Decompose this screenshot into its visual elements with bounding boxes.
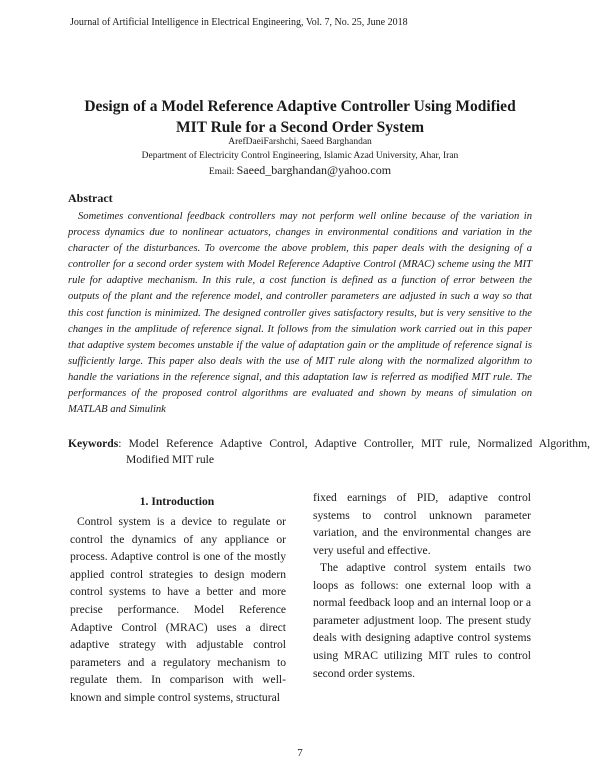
- page-number: 7: [297, 747, 303, 759]
- introduction-paragraph-right-2: The adaptive control system entails two loops as follows: one external loop with a normal feedback loop and an internal loop or a parameter adjustment loop. The present study deals with designing adaptive control systems using MRAC utilizing MIT rules to control second order systems.: [313, 561, 531, 680]
- email-address[interactable]: Saeed_barghandan@yahoo.com: [236, 163, 392, 177]
- email-line: [40, 163, 560, 180]
- abstract-body: Sometimes conventional feedback controllers may not perform well online because of the variation in process dynamics due to nonlinear actuators, changes in environmental conditions and variation in the character of the disturbances. To overcome the above problem, this paper deals with the designing of a controller for a second order system with Model Reference Adaptive Control (MRAC) scheme using the MIT rule for adaptive mechanism. In this rule, a cost function is defined as a function of error between the outputs of the plant and the reference model, and controller parameters are adjusted in such a way so that this cost function is minimized. The designed controller gives satisfactory results, but is very sensitive to the changes in the amplitude of reference signal. It follows from the simulation work carried out in this paper that adaptive system becomes unstable if the value of adaptation gain or the amplitude of reference signal is sufficiently large. This paper also deals with the use of MIT rule along with the normalized algorithm to handle the variations in the reference signal, and this adaptation law is referred as modified MIT rule. The performances of the proposed control algorithms are evaluated and shown by means of simulation on MATLAB and Simulink: [68, 211, 532, 416]
- journal-header: Journal of Artificial Intelligence in Electrical Engineering, Vol. 7, No. 25, June 2018: [70, 17, 408, 28]
- keywords-label: Keywords: [68, 437, 119, 450]
- abstract-heading: Abstract: [68, 191, 113, 205]
- email-label: Email:: [208, 167, 235, 177]
- paper-title-line-2: MIT Rule for a Second Order System: [176, 119, 424, 136]
- introduction-paragraph-right-1: fixed earnings of PID, adaptive control systems to control unknown parameter variation, and the environmental changes are very useful and effective.: [313, 491, 531, 557]
- introduction-paragraph-left: Control system is a device to regulate or control the dynamics of any appliance or process. Adaptive control is one of the mostly applied control strategies to design modern control systems to have a better and more precise performance. Model Reference Adaptive Control (MRAC) uses a direct adaptive strategy with adjustable control parameters and a regulatory mechanism to regulate them. In comparison with well-known and simple control systems, structural: [70, 515, 286, 704]
- affiliation: Department of Electricity Control Engineering, Islamic Azad University, Ahar, Iran: [141, 151, 459, 161]
- authors: ArefDaeiFarshchi, Saeed Barghandan: [228, 137, 372, 147]
- paper-title: [40, 96, 560, 138]
- keywords-list: : Model Reference Adaptive Control, Adaptive Controller, MIT rule, Normalized Algorithm, Modified MIT rule: [118, 437, 590, 466]
- paper-title-line-1: Design of a Model Reference Adaptive Controller Using Modified: [84, 98, 516, 115]
- keywords: [68, 436, 590, 468]
- introduction-heading: 1. Introduction: [139, 495, 215, 508]
